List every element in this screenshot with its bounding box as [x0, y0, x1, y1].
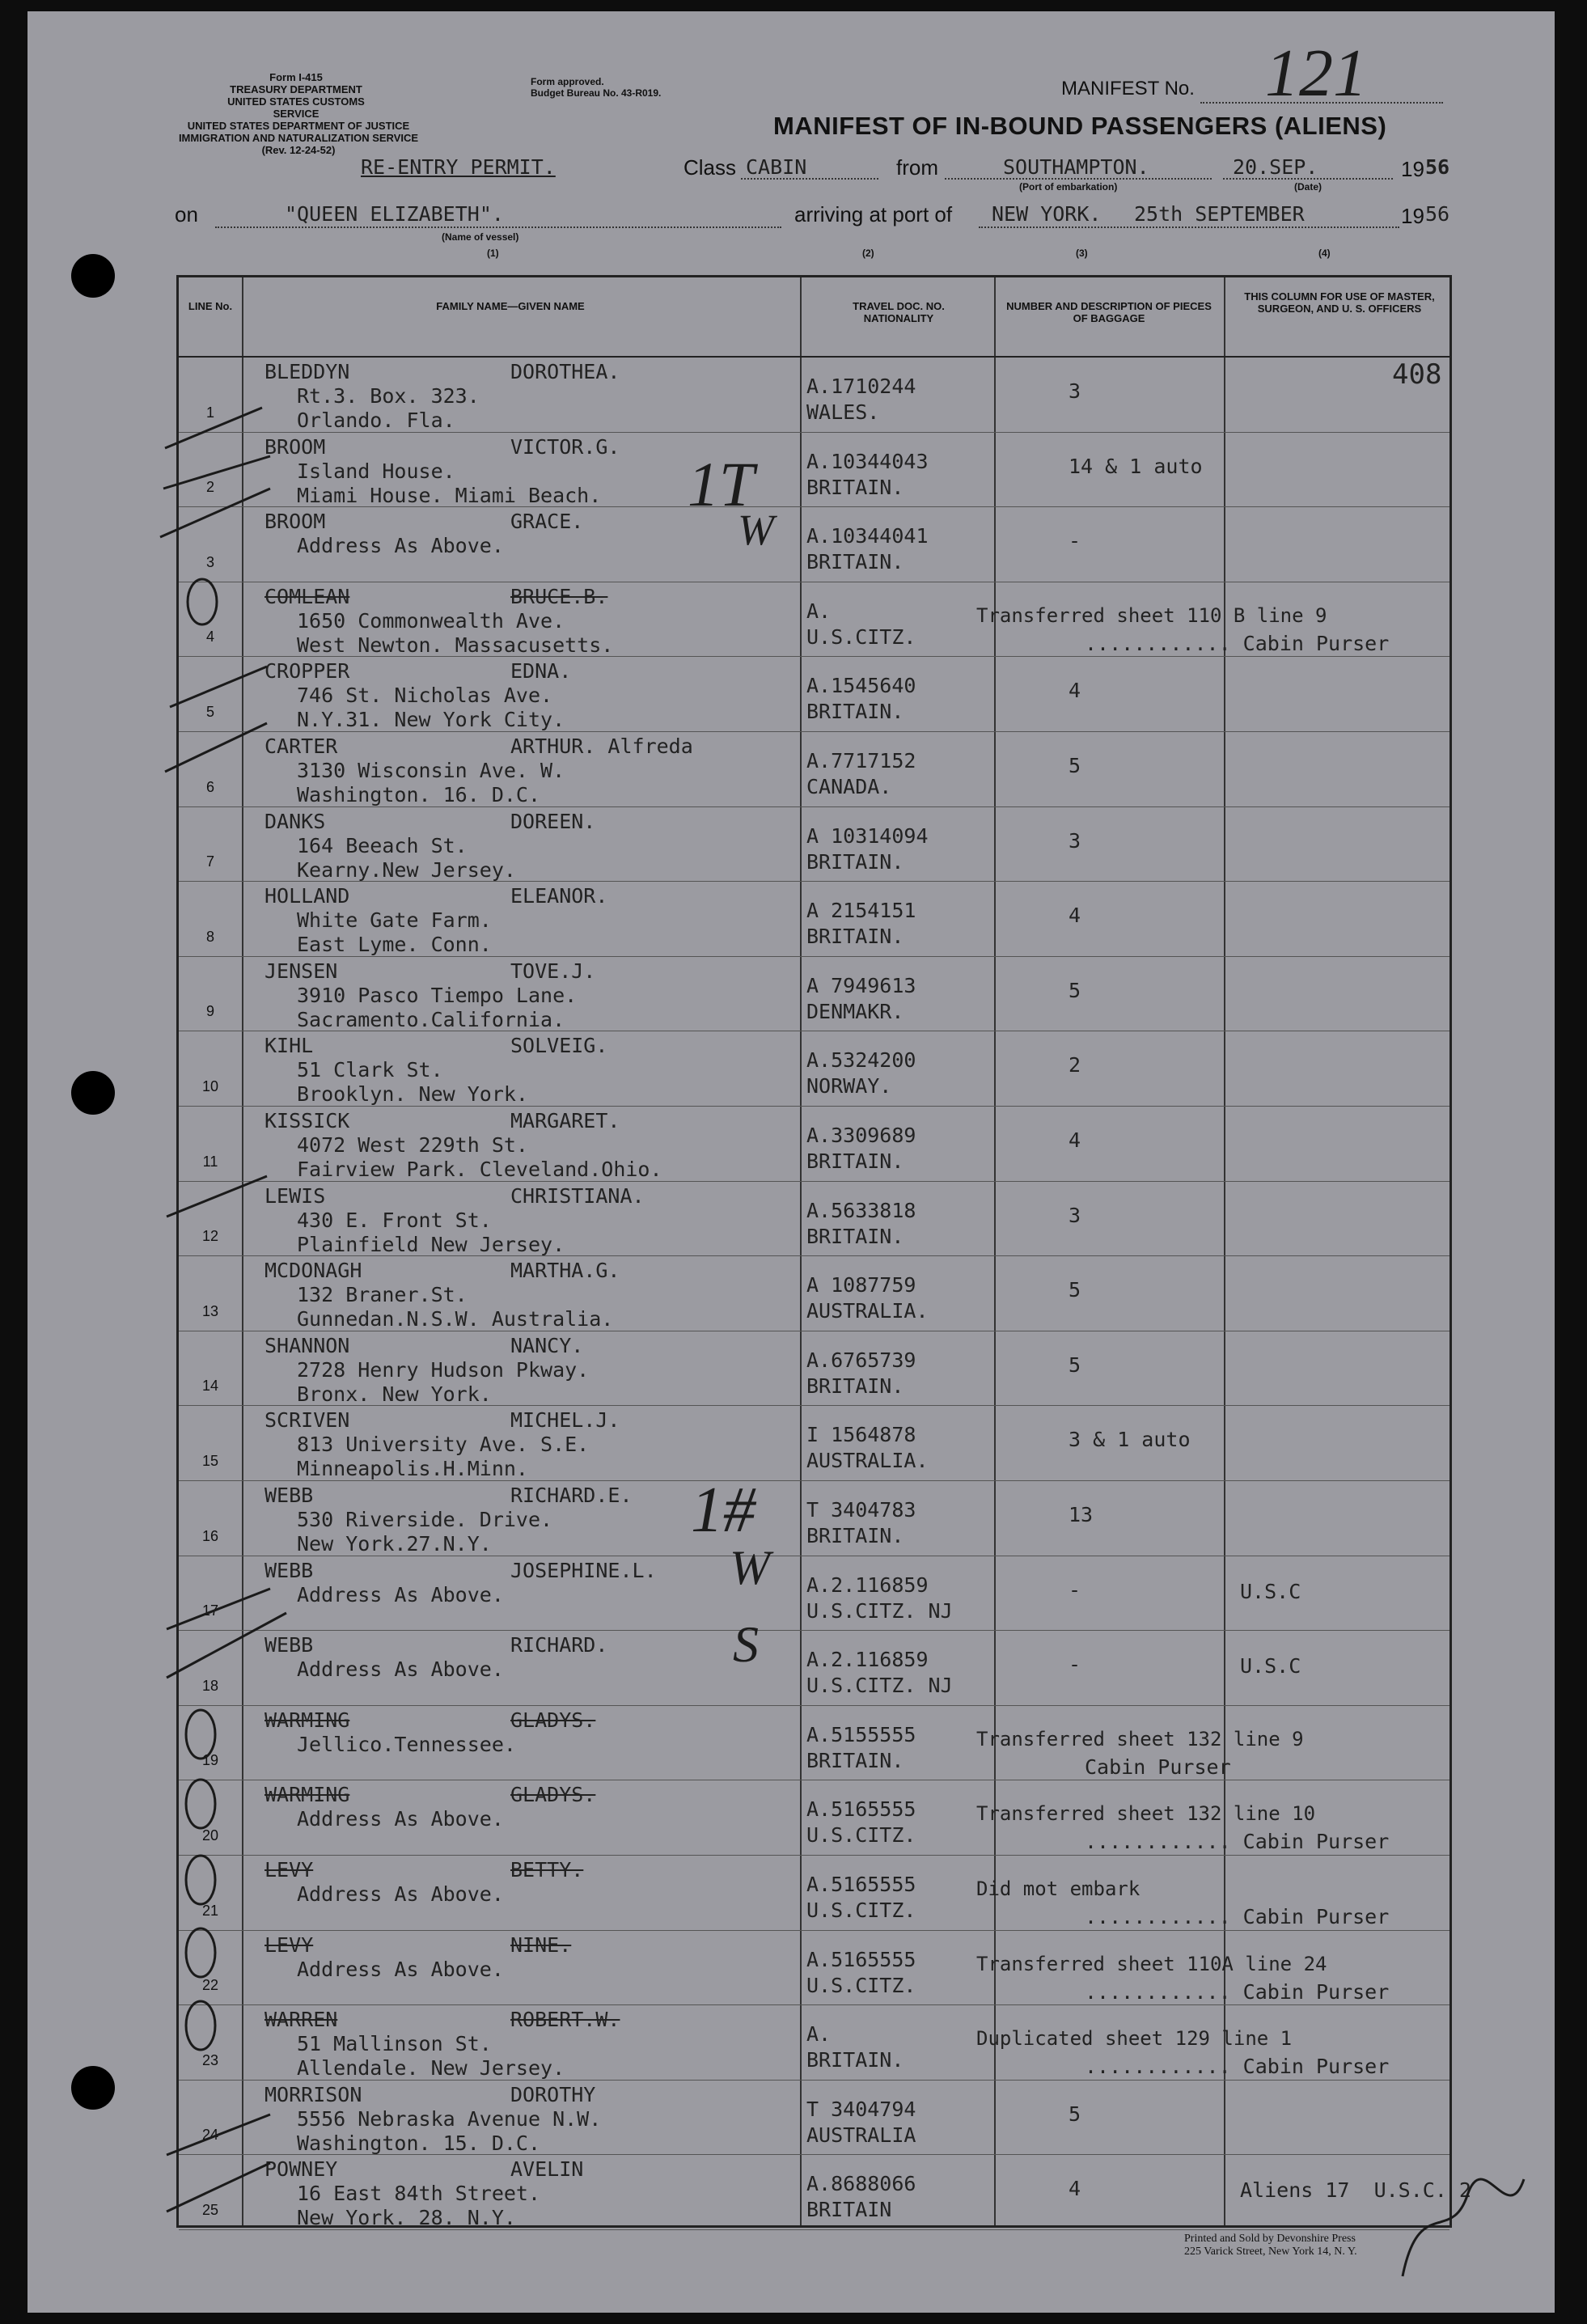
- handwritten-mark: S: [733, 1615, 759, 1673]
- arrival-year-prefix: 19: [1401, 204, 1424, 228]
- col-head-travel: TRAVEL DOC. NO. NATIONALITY: [853, 300, 945, 324]
- tick-stroke: [165, 723, 267, 772]
- line-number: 14: [201, 1378, 219, 1395]
- col-num-3: (3): [1076, 248, 1088, 259]
- embark-caption: (Port of embarkation): [1019, 181, 1118, 193]
- travel-doc-no: A.5633818: [806, 1198, 916, 1222]
- baggage: Transferred sheet 132 line 9: [976, 1727, 1304, 1750]
- tick-stroke: [167, 1176, 267, 1217]
- travel-doc-no: A.5155555: [806, 1722, 916, 1746]
- nationality: WALES.: [806, 400, 880, 424]
- given-name: NANCY.: [510, 1333, 584, 1357]
- nationality: BRITAIN.: [806, 1224, 904, 1248]
- address-line: Miami House. Miami Beach.: [297, 483, 602, 507]
- baggage: Transferred sheet 110A line 24: [976, 1952, 1327, 1975]
- given-name: SOLVEIG.: [510, 1034, 608, 1058]
- address-line: 813 University Ave. S.E.: [297, 1433, 590, 1457]
- vessel-caption: (Name of vessel): [442, 231, 519, 243]
- officer-note: Cabin Purser: [1085, 1755, 1231, 1779]
- travel-doc-no: A.5165555: [806, 1947, 916, 1971]
- handwritten-mark: W: [730, 1541, 770, 1594]
- handwritten-mark: W: [738, 506, 774, 554]
- arrival-date: 25th SEPTEMBER: [1134, 202, 1305, 226]
- officer-note: ............ Cabin Purser: [1085, 1979, 1390, 2004]
- address-line: Address As Above.: [297, 1807, 504, 1831]
- baggage: 5: [1069, 2102, 1081, 2126]
- arriving-label: arriving at port of: [794, 202, 953, 226]
- family-name: WARREN: [264, 2008, 338, 2032]
- given-name: BRUCE.B.: [510, 584, 608, 608]
- address-line: Kearny.New Jersey.: [297, 857, 516, 882]
- cancel-circle: [186, 2001, 215, 2050]
- address-line: 746 St. Nicholas Ave.: [297, 684, 553, 708]
- family-name: JENSEN: [264, 959, 338, 983]
- nationality: BRITAIN: [806, 2198, 892, 2222]
- embark-year: 56: [1425, 155, 1450, 179]
- nationality: NORWAY.: [806, 1074, 892, 1099]
- given-name: DOREEN.: [510, 809, 596, 833]
- year-prefix: 19: [1401, 157, 1424, 181]
- baggage: -: [1069, 1653, 1081, 1677]
- officer-note: U.S.C: [1240, 1579, 1301, 1603]
- nationality: U.S.CITZ. NJ: [806, 1598, 953, 1623]
- address-line: Address As Above.: [297, 1882, 504, 1906]
- travel-doc-no: A 1087759: [806, 1273, 916, 1297]
- line-number: 20: [201, 1827, 219, 1844]
- address-line: 51 Clark St.: [297, 1058, 443, 1082]
- address-line: Fairview Park. Cleveland.Ohio.: [297, 1158, 662, 1181]
- line-number: 9: [205, 1003, 214, 1020]
- baggage: 14 & 1 auto: [1069, 454, 1203, 478]
- col-num-1: (1): [487, 248, 499, 259]
- travel-doc-no: A.10344043: [806, 449, 929, 473]
- family-name: WEBB: [264, 1633, 314, 1657]
- address-line: Sacramento.California.: [297, 1007, 565, 1031]
- officer-note: Aliens 17 U.S.C. 2: [1240, 2178, 1471, 2203]
- address-line: Orlando. Fla.: [297, 408, 455, 432]
- printer-name: Printed and Sold by Devonshire Press: [1184, 2233, 1356, 2245]
- form-approved: Form approved.: [531, 76, 604, 87]
- given-name: ELEANOR.: [510, 884, 608, 908]
- given-name: RICHARD.: [510, 1633, 608, 1657]
- baggage: 5: [1069, 1278, 1081, 1302]
- nationality: BRITAIN.: [806, 475, 904, 499]
- treasury-label: TREASURY DEPARTMENT: [230, 83, 362, 95]
- travel-doc-no: A.7717152: [806, 749, 916, 773]
- signature-scribble: [1403, 2179, 1524, 2276]
- arrival-year: 56: [1425, 202, 1450, 226]
- col-head-baggage: NUMBER AND DESCRIPTION OF PIECES OF BAGGAGE: [1006, 300, 1212, 324]
- ins-label: IMMIGRATION AND NATURALIZATION SERVICE: [178, 132, 419, 144]
- address-line: Address As Above.: [297, 1657, 504, 1682]
- address-line: Plainfield New Jersey.: [297, 1232, 565, 1256]
- baggage: 3: [1069, 1203, 1081, 1227]
- travel-doc-no: A.1545640: [806, 674, 916, 698]
- travel-doc-no: A.1710244: [806, 375, 916, 398]
- nationality: U.S.CITZ.: [806, 1823, 916, 1848]
- line-number: 21: [201, 1902, 219, 1919]
- address-line: Washington. 15. D.C.: [297, 2131, 541, 2155]
- baggage: -: [1069, 1577, 1081, 1602]
- manifest-number: 121: [1265, 36, 1367, 111]
- line-number: 13: [201, 1302, 219, 1319]
- family-name: WEBB: [264, 1558, 314, 1582]
- family-name: KIHL: [264, 1034, 314, 1058]
- address-line: Washington. 16. D.C.: [297, 783, 541, 806]
- printer-address: 225 Varick Street, New York 14, N. Y.: [1184, 2246, 1357, 2258]
- baggage: -: [1069, 529, 1081, 553]
- given-name: ARTHUR. Alfreda: [510, 734, 693, 758]
- travel-doc-no: A.5165555: [806, 1797, 916, 1822]
- cancel-circle: [186, 1780, 215, 1828]
- tick-stroke: [165, 408, 262, 448]
- given-name: DOROTHY: [510, 2082, 596, 2106]
- line-number: 5: [205, 704, 214, 720]
- given-name: GLADYS.: [510, 1783, 596, 1807]
- officer-note: 408: [1392, 358, 1442, 391]
- nationality: U.S.CITZ. NJ: [806, 1674, 953, 1698]
- class-value: CABIN: [746, 155, 807, 179]
- address-line: 430 E. Front St.: [297, 1208, 492, 1232]
- family-name: BLEDDYN: [264, 360, 350, 383]
- port-of-embarkation: SOUTHAMPTON.: [1003, 155, 1149, 179]
- nationality: BRITAIN.: [806, 2048, 904, 2072]
- line-number: 18: [201, 1677, 219, 1694]
- address-line: Address As Above.: [297, 534, 504, 558]
- family-name: DANKS: [264, 809, 326, 833]
- address-line: 2728 Henry Hudson Pkway.: [297, 1357, 590, 1382]
- officer-note: ............ Cabin Purser: [1085, 1905, 1390, 1928]
- tick-stroke: [160, 489, 270, 537]
- given-name: MICHEL.J.: [510, 1408, 620, 1433]
- family-name: SCRIVEN: [264, 1408, 350, 1433]
- given-name: CHRISTIANA.: [510, 1183, 645, 1208]
- given-name: DOROTHEA.: [510, 360, 620, 383]
- nationality: CANADA.: [806, 775, 892, 798]
- handwritten-strokes: [28, 11, 1555, 2313]
- officer-note: U.S.C: [1240, 1654, 1301, 1678]
- line-number: 7: [205, 853, 214, 870]
- travel-doc-no: A.2.116859: [806, 1573, 929, 1597]
- travel-doc-no: T 3404794: [806, 2097, 916, 2121]
- baggage: 3 & 1 auto: [1069, 1428, 1191, 1452]
- line-number: 23: [201, 2051, 219, 2068]
- travel-doc-no: A.8688066: [806, 2172, 916, 2196]
- printer-imprint: [1184, 2233, 1357, 2258]
- tick-stroke: [163, 456, 270, 489]
- travel-doc-no: I 1564878: [806, 1423, 916, 1447]
- family-name: WARMING: [264, 1783, 350, 1807]
- family-name: COMLEAN: [264, 584, 350, 608]
- justice-label: UNITED STATES DEPARTMENT OF JUSTICE: [187, 120, 410, 132]
- col-head-officers: THIS COLUMN FOR USE OF MASTER, SURGEON, AND U. S. OFFICERS: [1244, 290, 1435, 315]
- tick-stroke: [167, 2163, 270, 2212]
- baggage: 4: [1069, 2177, 1081, 2201]
- line-number: 10: [201, 1078, 219, 1094]
- address-line: 3130 Wisconsin Ave. W.: [297, 759, 565, 782]
- address-line: 4072 West 229th St.: [297, 1133, 528, 1157]
- baggage: Did mot embark: [976, 1877, 1141, 1900]
- given-name: TOVE.J.: [510, 959, 596, 983]
- family-name: WEBB: [264, 1484, 314, 1507]
- baggage: 5: [1069, 754, 1081, 777]
- baggage: 3: [1069, 828, 1081, 853]
- nationality: BRITAIN.: [806, 849, 904, 874]
- officer-note: ............ Cabin Purser: [1085, 631, 1390, 655]
- officer-note: ............ Cabin Purser: [1085, 2055, 1390, 2079]
- family-name: MCDONAGH: [264, 1259, 362, 1283]
- baggage: Transferred sheet 110 B line 9: [976, 603, 1327, 627]
- given-name: GLADYS.: [510, 1708, 596, 1732]
- manifest-no-label: MANIFEST No.: [1061, 78, 1195, 99]
- address-line: 164 Beeach St.: [297, 833, 468, 857]
- nationality: BRITAIN.: [806, 1149, 904, 1173]
- line-number: 24: [201, 2127, 219, 2144]
- baggage: 4: [1069, 679, 1081, 703]
- given-name: MARTHA.G.: [510, 1259, 620, 1283]
- tick-stroke: [170, 667, 267, 707]
- family-name: BROOM: [264, 434, 326, 459]
- family-name: CROPPER: [264, 659, 350, 684]
- baggage: 5: [1069, 1352, 1081, 1377]
- manifest-sheet: [28, 11, 1555, 2313]
- line-number: 3: [205, 553, 214, 570]
- cancel-circle: [186, 1928, 215, 1977]
- nationality: AUSTRALIA.: [806, 1449, 929, 1473]
- line-number: 2: [205, 479, 214, 496]
- given-name: GRACE.: [510, 510, 584, 534]
- address-line: New York.27.N.Y.: [297, 1532, 492, 1556]
- baggage: 13: [1069, 1503, 1094, 1526]
- nationality: DENMAKR.: [806, 999, 904, 1023]
- travel-doc-no: A.5324200: [806, 1048, 916, 1073]
- given-name: VICTOR.G.: [510, 434, 620, 459]
- given-name: MARGARET.: [510, 1109, 620, 1132]
- line-number: 15: [201, 1453, 219, 1469]
- given-name: EDNA.: [510, 659, 572, 684]
- address-line: 1650 Commonwealth Ave.: [297, 608, 565, 633]
- budget-bureau: Budget Bureau No. 43-R019.: [531, 87, 662, 99]
- given-name: RICHARD.E.: [510, 1484, 633, 1507]
- travel-doc-no: A.: [806, 599, 832, 623]
- nationality: AUSTRALIA: [806, 2123, 916, 2147]
- line-number: 16: [201, 1527, 219, 1544]
- nationality: AUSTRALIA.: [806, 1299, 929, 1323]
- travel-doc-no: A.10344041: [806, 524, 929, 548]
- address-line: Address As Above.: [297, 1957, 504, 1981]
- handwritten-mark: 1T: [688, 449, 755, 519]
- address-line: Island House.: [297, 459, 455, 483]
- nationality: BRITAIN.: [806, 700, 904, 724]
- rev-label: (Rev. 12-24-52): [261, 144, 336, 156]
- family-name: SHANNON: [264, 1333, 350, 1357]
- cancel-circle: [186, 1710, 215, 1759]
- line-number: 19: [201, 1752, 219, 1769]
- address-line: Minneapolis.H.Minn.: [297, 1457, 528, 1481]
- address-line: 5556 Nebraska Avenue N.W.: [297, 2106, 602, 2131]
- col-head-name: FAMILY NAME—GIVEN NAME: [436, 300, 585, 312]
- baggage: Transferred sheet 132 line 10: [976, 1802, 1316, 1826]
- travel-doc-no: A.6765739: [806, 1348, 916, 1372]
- family-name: LEVY: [264, 1932, 314, 1957]
- nationality: BRITAIN.: [806, 1748, 904, 1772]
- embark-date: 20.SEP.: [1233, 155, 1318, 179]
- address-line: 530 Riverside. Drive.: [297, 1508, 553, 1531]
- baggage: 5: [1069, 978, 1081, 1002]
- on-label: on: [175, 202, 198, 226]
- page-title: MANIFEST OF IN-BOUND PASSENGERS (ALIENS): [773, 112, 1387, 140]
- address-line: Gunnedan.N.S.W. Australia.: [297, 1307, 614, 1331]
- travel-doc-no: A.3309689: [806, 1124, 916, 1147]
- baggage: 2: [1069, 1053, 1081, 1077]
- address-line: White Gate Farm.: [297, 908, 492, 933]
- address-line: East Lyme. Conn.: [297, 933, 492, 957]
- address-line: Bronx. New York.: [297, 1382, 492, 1406]
- address-line: Allendale. New Jersey.: [297, 2056, 565, 2081]
- date-caption: (Date): [1294, 181, 1322, 193]
- travel-doc-no: T 3404783: [806, 1498, 916, 1522]
- nationality: U.S.CITZ.: [806, 1899, 916, 1922]
- address-line: Brooklyn. New York.: [297, 1082, 528, 1107]
- family-name: POWNEY: [264, 2157, 338, 2182]
- officer-note: ............ Cabin Purser: [1085, 1830, 1390, 1854]
- col-head-line: LINE No.: [188, 300, 233, 312]
- line-number: 11: [202, 1153, 218, 1170]
- tick-stroke: [167, 1589, 270, 1629]
- address-line: 3910 Pasco Tiempo Lane.: [297, 983, 578, 1007]
- col-num-4: (4): [1318, 248, 1331, 259]
- given-name: ROBERT.W.: [510, 2008, 620, 2032]
- line-number: 1: [205, 404, 214, 421]
- address-line: 132 Braner.St.: [297, 1283, 468, 1307]
- from-label: from: [896, 155, 938, 180]
- nationality: BRITAIN.: [806, 925, 904, 949]
- travel-doc-no: A.: [806, 2022, 832, 2047]
- family-name: CARTER: [264, 734, 338, 758]
- cancel-circle: [186, 1856, 215, 1904]
- vessel-name: "QUEEN ELIZABETH".: [285, 202, 504, 226]
- travel-doc-no: A.5165555: [806, 1873, 916, 1896]
- travel-doc-no: A 10314094: [806, 823, 929, 848]
- cancel-circle: [188, 579, 217, 624]
- address-line: 16 East 84th Street.: [297, 2182, 541, 2206]
- family-name: HOLLAND: [264, 884, 350, 908]
- travel-doc-no: A 2154151: [806, 899, 916, 923]
- address-line: Address As Above.: [297, 1582, 504, 1606]
- permit-type: RE-ENTRY PERMIT.: [361, 155, 556, 179]
- arrival-port: NEW YORK.: [992, 202, 1102, 226]
- line-number: 12: [201, 1228, 219, 1245]
- class-label: Class: [683, 155, 737, 180]
- baggage: 4: [1069, 904, 1081, 928]
- address-line: West Newton. Massacusetts.: [297, 633, 614, 657]
- family-name: LEWIS: [264, 1183, 326, 1208]
- line-number: 8: [205, 928, 214, 945]
- given-name: AVELIN: [510, 2157, 584, 2182]
- family-name: MORRISON: [264, 2082, 362, 2106]
- travel-doc-no: A 7949613: [806, 973, 916, 997]
- family-name: KISSICK: [264, 1109, 350, 1132]
- customs-label: UNITED STATES CUSTOMS SERVICE: [227, 95, 365, 120]
- given-name: BETTY.: [510, 1858, 584, 1882]
- col-num-2: (2): [862, 248, 874, 259]
- given-name: JOSEPHINE.L.: [510, 1558, 657, 1582]
- address-line: Jellico.Tennessee.: [297, 1732, 516, 1756]
- form-number: Form I-415: [269, 71, 323, 83]
- baggage: 3: [1069, 379, 1081, 403]
- line-number: 17: [201, 1602, 219, 1619]
- family-name: BROOM: [264, 510, 326, 534]
- address-line: 51 Mallinson St.: [297, 2032, 492, 2056]
- line-number: 22: [201, 1977, 219, 1994]
- line-number: 6: [205, 778, 214, 795]
- handwritten-mark: 1#: [691, 1475, 755, 1546]
- nationality: BRITAIN.: [806, 550, 904, 574]
- nationality: BRITAIN.: [806, 1374, 904, 1398]
- family-name: WARMING: [264, 1708, 350, 1732]
- nationality: U.S.CITZ.: [806, 1973, 916, 1997]
- nationality: BRITAIN.: [806, 1524, 904, 1547]
- baggage: Duplicated sheet 129 line 1: [976, 2027, 1293, 2051]
- nationality: U.S.CITZ.: [806, 624, 916, 649]
- given-name: NINE.: [510, 1932, 572, 1957]
- line-number: 4: [205, 629, 214, 646]
- address-line: Rt.3. Box. 323.: [297, 384, 480, 408]
- address-line: N.Y.31. New York City.: [297, 708, 565, 732]
- line-number: 25: [201, 2202, 219, 2218]
- address-line: New York. 28. N.Y.: [297, 2206, 516, 2230]
- tick-stroke: [167, 2114, 270, 2155]
- family-name: LEVY: [264, 1858, 314, 1882]
- baggage: 4: [1069, 1128, 1081, 1152]
- travel-doc-no: A.2.116859: [806, 1648, 929, 1672]
